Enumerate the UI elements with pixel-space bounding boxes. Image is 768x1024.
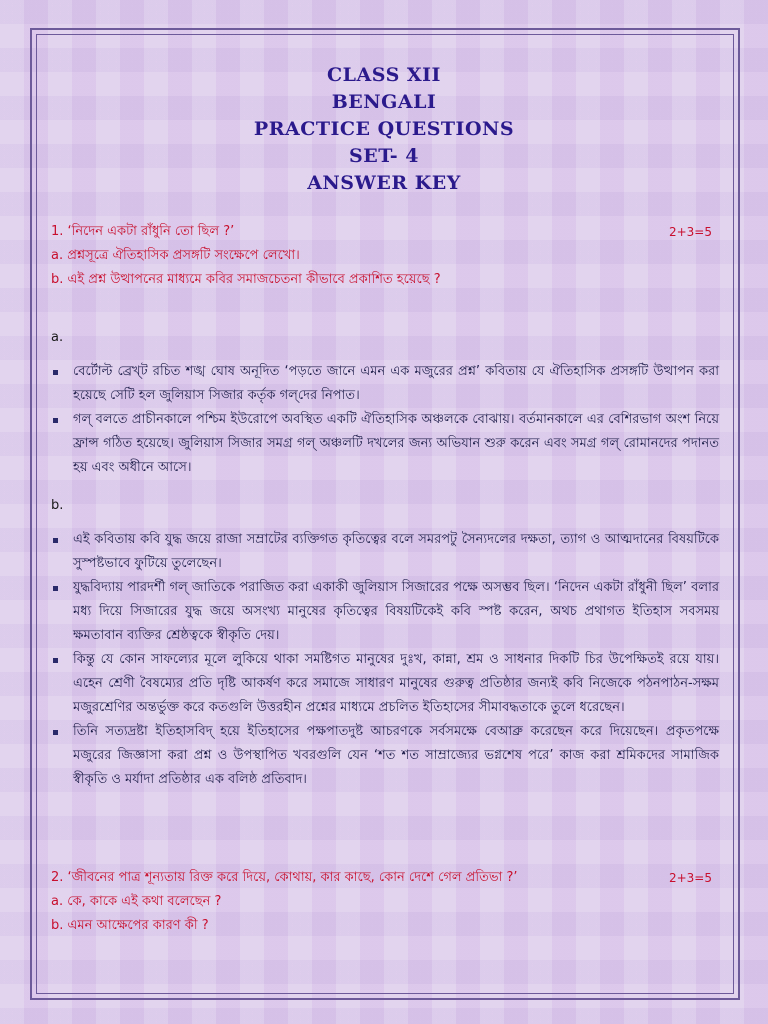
- bullet-square-icon: [53, 370, 58, 375]
- question-1-sub-b: b. এই প্রশ্ন উত্থাপনের মাধ্যমে কবির সমাজচেতনা কীভাবে প্রকাশিত হয়েছে ?: [51, 272, 441, 287]
- answer-b-item-text: তিনি সত্যদ্রষ্টা ইতিহাসবিদ্‌ হয়ে ইতিহাসের পক্ষপাতদুষ্ট আচরণকে সর্বসমক্ষে বেআব্রু করেছেন করে দিয়েছেন। প্রকৃতপক্ষে মজুরের জিজ্ঞাসা করা প্রশ্ন ও উপস্থাপিত খবরগুলি যেন ‘শত শত সাম্রাজ্যের ভগ্নশেষ পরে’ কাজ করা শ্রমিকদের সামাজিক স্বীকৃতি ও মর্যাদা প্রতিষ্ঠার এক বলিষ্ঠ প্রতিবাদ।: [73, 724, 719, 787]
- answer-b-item-text: এই কবিতায় কবি যুদ্ধ জয়ে রাজা সম্রাটের ব্যক্তিগত কৃতিত্বের বলে সমরপটু সৈন্যদলের দক্ষতা, ত্যাগ ও আত্মদানের বিষয়টিকে সুস্পষ্টভাবে ফুটিয়ে তুলেছেন।: [73, 532, 719, 571]
- title-answer-key: ANSWER KEY: [307, 172, 461, 194]
- document-title-block: [0, 62, 768, 197]
- answer-b-item: [51, 648, 719, 720]
- question-1-sub-a: a. প্রশ্নসূত্রে ঐতিহাসিক প্রসঙ্গটি সংক্ষেপে লেখো।: [51, 248, 300, 263]
- answer-b-item: [51, 576, 719, 648]
- answer-a-item: [51, 408, 719, 480]
- title-subject: BENGALI: [331, 91, 437, 113]
- bullet-square-icon: [53, 418, 58, 423]
- answer-a-list: [51, 360, 719, 480]
- question-2-prompt: 2. ‘জীবনের পাত্র শূন্যতায় রিক্ত করে দিয়ে, কোথায়, কার কাছে, কোন দেশে গেল প্রতিভা ?’: [51, 870, 518, 885]
- answer-b-list: [51, 528, 719, 792]
- bullet-square-icon: [53, 658, 58, 663]
- question-1-marks: 2+3=5: [668, 225, 712, 239]
- title-practice-questions: PRACTICE QUESTIONS: [253, 118, 515, 140]
- title-class: CLASS XII: [327, 64, 441, 86]
- answer-a-item-text: গল্‌ বলতে প্রাচীনকালে পশ্চিম ইউরোপে অবস্থিত একটি ঐতিহাসিক অঞ্চলকে বোঝায়। বর্তমানকালে এর বেশিরভাগ অংশ নিয়ে ফ্রান্স গঠিত হয়েছে। জুলিয়াস সিজার সমগ্র গল্‌ অঞ্চলটি দখলের জন্য অভিযান শুরু করেন এবং সমগ্র গল্‌ রোমানদের পদানত হয় এবং অধীনে আসে।: [73, 412, 719, 475]
- answer-a-label: a.: [51, 330, 64, 345]
- question-2: [51, 868, 712, 888]
- answer-b-item: [51, 720, 719, 792]
- question-2-sub-a: a. কে, কাকে এই কথা বলেছেন ?: [51, 894, 222, 909]
- question-2-sub-b: b. এমন আক্ষেপের কারণ কী ?: [51, 918, 209, 933]
- title-set: SET- 4: [349, 145, 419, 167]
- answer-a-item-text: বের্টোল্ট ব্রেখ্‌ট রচিত শঙ্খ ঘোষ অনূদিত ‘পড়তে জানে এমন এক মজুরের প্রশ্ন’ কবিতায় যে ঐতিহাসিক প্রসঙ্গটি উত্থাপন করা হয়েছে সেটি হল জুলিয়াস সিজার কর্তৃক গল্‌দের নিপাত।: [73, 364, 719, 403]
- answer-a-item: [51, 360, 719, 408]
- question-2-marks: 2+3=5: [668, 871, 712, 885]
- answer-b-item-text: যুদ্ধবিদ্যায় পারদর্শী গল্‌ জাতিকে পরাজিত করা একাকী জুলিয়াস সিজারের পক্ষে অসম্ভব ছিল। ‘নিদেন একটা রাঁধুনী ছিল’ বলার মধ্য দিয়ে সিজারের যুদ্ধ জয়ে অসংখ্য মানুষের কৃতিত্বের বিষয়টিকেই কবি স্পষ্ট করেন, অথচ প্রথাগত ইতিহাস সবসময় ক্ষমতাবান ব্যক্তির শ্রেষ্ঠত্বকে স্বীকৃতি দেয়।: [73, 580, 719, 643]
- answer-b-item: [51, 528, 719, 576]
- bullet-square-icon: [53, 586, 58, 591]
- bullet-square-icon: [53, 538, 58, 543]
- answer-b-label: b.: [51, 498, 64, 513]
- bullet-square-icon: [53, 730, 58, 735]
- question-1: [51, 222, 712, 242]
- question-1-prompt: 1. ‘নিদেন একটা রাঁধুনি তো ছিল ?’: [51, 224, 235, 239]
- answer-b-item-text: কিন্তু যে কোন সাফল্যের মূলে লুকিয়ে থাকা সমষ্টিগত মানুষের দুঃখ, কান্না, শ্রম ও সাধনার দিকটি চির উপেক্ষিতই রয়ে যায়। এহেন শ্রেণী বৈষম্যের প্রতি দৃষ্টি আকর্ষণ করে সমাজে সাধারণ মানুষের গুরুত্ব প্রতিষ্ঠার জন্যই কবি নিজেকে পঠনপাঠন-সক্ষম মজুরশ্রেণির অন্তর্ভুক্ত করে কতগুলি উত্তরহীন প্রশ্নের মাধ্যমে প্রচলিত ইতিহাসের সীমাবদ্ধতাকে তুলে ধরেছেন।: [73, 652, 719, 715]
